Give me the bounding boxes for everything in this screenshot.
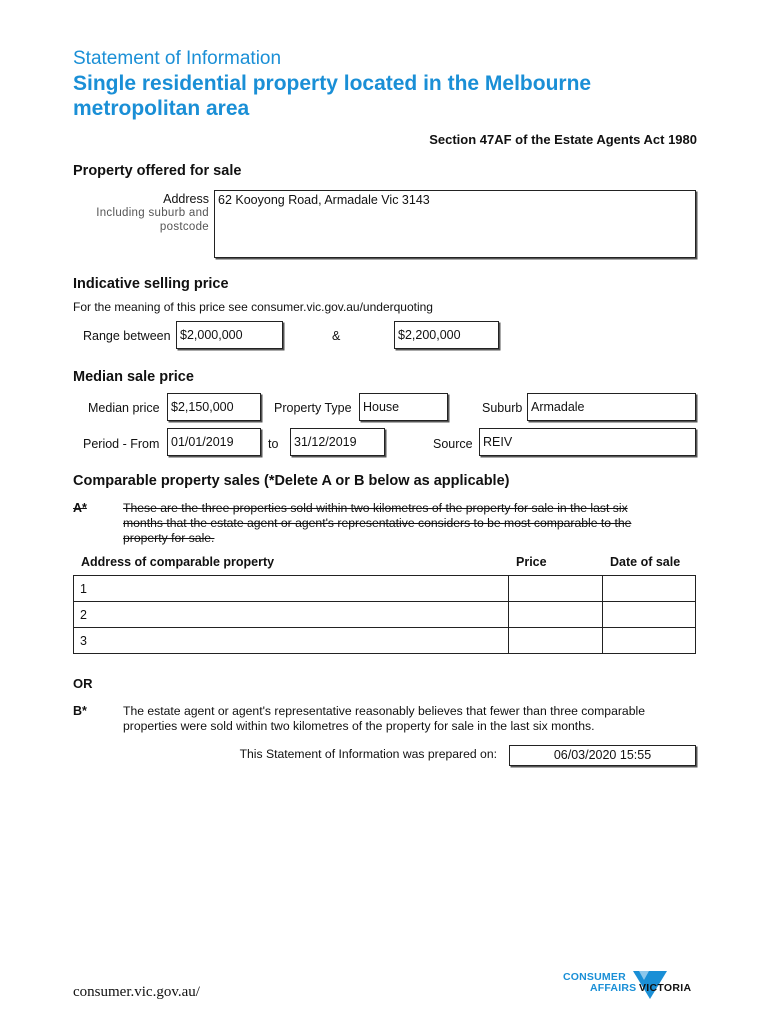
table-row [74,628,696,654]
median-price-field[interactable]: $2,150,000 [167,393,261,421]
comparable-date-cell[interactable] [603,628,696,654]
table-row [74,602,696,628]
comparable-price-cell[interactable] [509,602,603,628]
source-label: Source [433,437,473,451]
act-reference: Section 47AF of the Estate Agents Act 1980 [429,132,697,147]
comparable-price-cell[interactable] [509,576,603,602]
comparable-date-cell[interactable] [603,602,696,628]
address-sublabel-1: Including suburb and [96,207,209,219]
median-price-label: Median price [88,401,160,415]
source-field[interactable]: REIV [479,428,696,456]
suburb-field[interactable]: Armadale [527,393,696,421]
comparable-address-cell[interactable] [74,628,509,654]
consumer-affairs-logo [561,968,701,1000]
footer-url[interactable]: consumer.vic.gov.au/ [73,984,200,1000]
median-heading: Median sale price [73,369,194,385]
property-heading: Property offered for sale [73,163,242,179]
row-number: 3 [80,633,87,648]
address-label: Address [163,192,209,206]
row-number: 1 [80,581,87,596]
comparable-table [73,575,696,654]
doc-type: Statement of Information [73,48,282,69]
comparable-address-cell[interactable] [74,602,509,628]
underquoting-note: For the meaning of this price see consumer.vic.gov.au/underquoting [73,300,433,314]
table-row [74,576,696,602]
option-a-line-3: property for sale. [123,531,215,545]
col-price-header: Price [516,555,547,569]
indicative-heading: Indicative selling price [73,276,229,292]
logo-brand: VICTORIA [639,982,692,994]
col-address-header: Address of comparable property [81,555,275,569]
logo-line-2: AFFAIRS [590,982,637,994]
range-label: Range between [83,329,171,343]
range-ampersand: & [332,329,341,343]
comparable-price-cell[interactable] [509,628,603,654]
prepared-date-field[interactable]: 06/03/2020 15:55 [509,745,696,766]
option-a-line-1: These are the three properties sold within two kilometres of the property for sale in the last six [123,501,628,515]
address-sublabel-2: postcode [159,221,209,233]
row-number: 2 [80,607,87,622]
option-a-text [123,501,631,546]
comparable-address-cell[interactable] [74,576,509,602]
price-high-field[interactable]: $2,200,000 [394,321,499,349]
page-title [73,71,591,121]
option-b-line-1: The estate agent or agent's representative reasonably believes that fewer than three comparable [123,704,645,718]
page-title-line-2: metropolitan area [73,97,250,120]
comparable-heading: Comparable property sales (*Delete A or B below as applicable) [73,473,510,489]
or-label: OR [73,676,93,691]
period-to-label: to [268,437,279,451]
option-a-line-2: months that the estate agent or agent's representative considers to be most comparable to the [123,516,632,530]
property-type-label: Property Type [274,401,352,415]
option-b-text [123,704,645,734]
period-to-field[interactable]: 31/12/2019 [290,428,385,456]
address-field[interactable]: 62 Kooyong Road, Armadale Vic 3143 [214,190,696,258]
price-low-field[interactable]: $2,000,000 [176,321,283,349]
col-date-header: Date of sale [610,555,681,569]
page-title-line-1: Single residential property located in the Melbourne [73,72,592,95]
period-from-field[interactable]: 01/01/2019 [167,428,261,456]
prepared-label: This Statement of Information was prepared on: [239,747,497,761]
option-a-marker: A* [73,501,87,515]
option-b-line-2: properties were sold within two kilometres of the property for sale in the last six months. [123,719,595,733]
property-type-field[interactable]: House [359,393,448,421]
suburb-label: Suburb [482,401,523,415]
logo-line-1: CONSUMER [563,971,626,983]
comparable-date-cell[interactable] [603,576,696,602]
option-b-marker: B* [73,704,87,718]
period-from-label: Period - From [83,437,160,451]
